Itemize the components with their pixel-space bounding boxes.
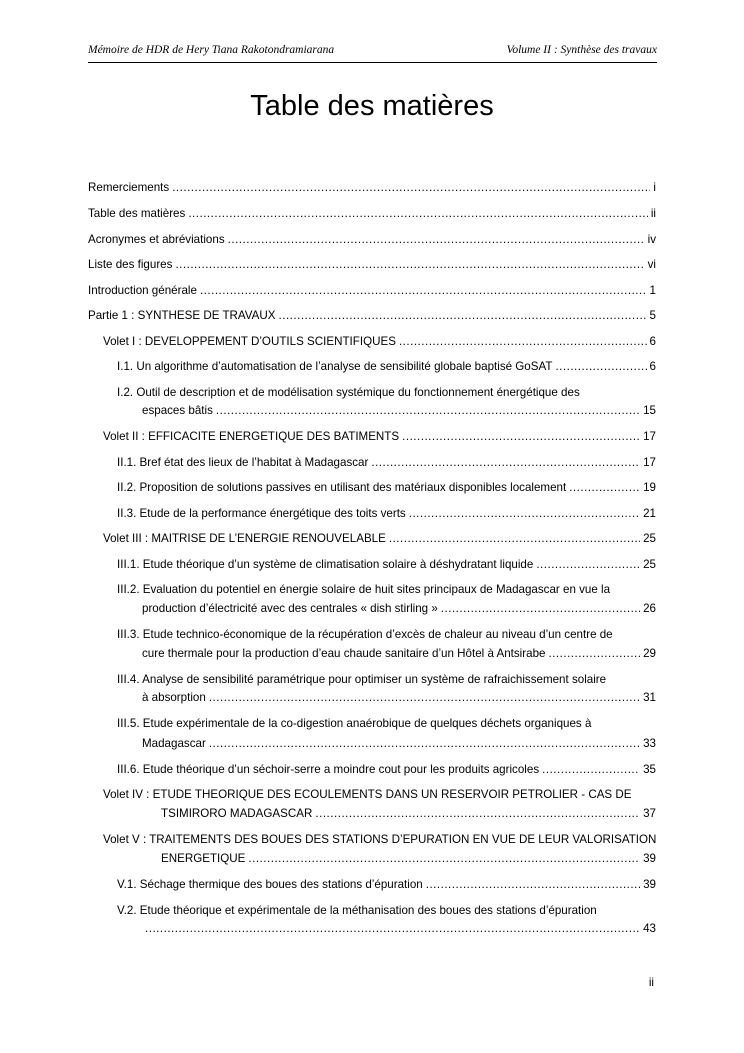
toc-entry-page: 17 [643, 430, 656, 443]
toc-leader [426, 877, 640, 893]
toc-leader [279, 308, 647, 324]
toc-leader [209, 736, 640, 752]
toc-leader [409, 506, 640, 522]
toc-leader [402, 429, 640, 445]
toc-entry-page: vi [647, 258, 656, 271]
toc-entry-title: Volet II : EFFICACITE ENERGETIQUE DES BATIMENTS [103, 430, 400, 443]
page-number: ii [648, 976, 654, 989]
toc-entry[interactable] [117, 762, 656, 778]
toc-leader [399, 334, 647, 350]
toc-entry-title: TSIMIRORO MADAGASCAR [161, 807, 313, 820]
toc-entry-title: III.6. Etude théorique d’un séchoir-serre a moindre cout pour les produits agricoles [117, 763, 540, 776]
toc-leader [200, 283, 647, 299]
toc-leader [542, 762, 640, 778]
toc-leader [209, 690, 640, 706]
toc-entry[interactable] [88, 180, 656, 196]
toc-entry[interactable] [142, 690, 656, 706]
toc-leader [569, 480, 640, 496]
toc-entry-title: Acronymes et abréviations [88, 233, 225, 246]
toc-entry-title: Table des matières [88, 207, 186, 220]
toc-entry-first-line[interactable]: III.3. Etude technico-économique de la récupération d’excès de chaleur au niveau d’un centre de [117, 628, 613, 641]
running-header [88, 44, 657, 60]
toc-entry[interactable] [142, 601, 656, 617]
header-author: Mémoire de HDR de Hery Tiana Rakotondramiarana [88, 44, 335, 56]
toc-entry-page: iv [647, 233, 656, 246]
toc-entry[interactable] [117, 359, 656, 375]
toc-entry-title: à absorption [142, 691, 206, 704]
toc-leader [248, 851, 640, 867]
toc-entry[interactable] [117, 557, 656, 573]
toc-leader [536, 557, 640, 573]
toc-entry-title: Volet I : DEVELOPPEMENT D’OUTILS SCIENTIFIQUES [103, 335, 396, 348]
toc-entry-title: Remerciements [88, 181, 170, 194]
toc-entry-page: 15 [643, 404, 656, 417]
toc-entry-page: 37 [643, 807, 656, 820]
toc-leader [371, 455, 640, 471]
toc-entry-title: espaces bâtis [142, 404, 213, 417]
toc-leader [188, 206, 648, 222]
toc-leader [216, 403, 640, 419]
toc-entry-first-line[interactable]: III.4. Analyse de sensibilité paramétrique pour optimiser un système de rafraichissement solaire [117, 673, 607, 686]
toc-entry[interactable] [88, 206, 656, 222]
toc-entry-title: II.3. Etude de la performance énergétique des toits verts [117, 507, 406, 520]
toc-entry-title: production d’électricité avec des centrales « dish stirling » [142, 602, 438, 615]
toc-entry[interactable] [117, 455, 656, 471]
toc-entry[interactable] [117, 506, 656, 522]
toc-entry-page: 19 [643, 481, 656, 494]
toc-entry-title: ENERGETIQUE [161, 852, 246, 865]
toc-leader [555, 359, 646, 375]
toc-entry[interactable] [142, 646, 656, 662]
toc-leader [175, 257, 644, 273]
toc-entry[interactable] [88, 283, 656, 299]
toc-entry-page: 6 [649, 335, 656, 348]
toc-entry-first-line[interactable]: III.5. Etude expérimentale de la co-digestion anaérobique de quelques déchets organiques à [117, 717, 592, 730]
toc-entry-page: 26 [643, 602, 656, 615]
toc-entry[interactable] [117, 877, 656, 893]
header-volume: Volume II : Synthèse des travaux [506, 44, 657, 56]
page-title: Table des matières [250, 90, 494, 122]
toc-entry-title: Liste des figures [88, 258, 173, 271]
toc-entry-title: Madagascar [142, 737, 206, 750]
toc-entry-page: 5 [649, 309, 656, 322]
toc-entry[interactable] [142, 403, 656, 419]
toc-entry-page: ii [650, 207, 656, 220]
toc-entry-first-line[interactable]: I.2. Outil de description et de modélisation systémique du fonctionnement énergétique des [117, 386, 580, 399]
toc-entry[interactable] [103, 531, 656, 547]
toc-entry-first-line[interactable]: Volet IV : ETUDE THEORIQUE DES ECOULEMENTS DANS UN RESERVOIR PETROLIER - CAS DE [103, 788, 632, 801]
toc-entry-page: 43 [643, 922, 656, 935]
toc-leader [228, 232, 645, 248]
toc-leader [172, 180, 650, 196]
toc-entry[interactable] [161, 806, 656, 822]
toc-entry[interactable] [88, 308, 656, 324]
toc-entry-first-line[interactable]: III.2. Evaluation du potentiel en énergie solaire de huit sites principaux de Madagascar en vue la [117, 583, 611, 596]
toc-leader [548, 646, 640, 662]
toc-entry-page: 6 [649, 360, 656, 373]
toc-entry-page: 21 [643, 507, 656, 520]
toc-entry-page: 39 [643, 852, 656, 865]
header-rule [88, 62, 657, 63]
toc-entry-page: i [653, 181, 656, 194]
toc-entry[interactable] [142, 736, 656, 752]
toc-entry-title: Introduction générale [88, 284, 197, 297]
toc-entry[interactable] [103, 334, 656, 350]
toc-entry-title: I.1. Un algorithme d’automatisation de l’analyse de sensibilité globale baptisé GoSAT [117, 360, 553, 373]
toc-entry-title: Volet III : MAITRISE DE L’ENERGIE RENOUVELABLE [103, 532, 386, 545]
toc-entry-page: 39 [643, 878, 656, 891]
toc-entry[interactable] [88, 257, 656, 273]
toc-entry-page: 33 [643, 737, 656, 750]
toc-leader [389, 531, 640, 547]
toc-entry-first-line[interactable]: Volet V : TRAITEMENTS DES BOUES DES STATIONS D’EPURATION EN VUE DE LEUR VALORISATION [103, 833, 657, 846]
toc-entry-title: II.1. Bref état des lieux de l’habitat à Madagascar [117, 456, 369, 469]
toc-entry-page: 29 [643, 647, 656, 660]
toc-entry[interactable] [142, 921, 656, 937]
toc-entry-title: V.1. Séchage thermique des boues des stations d’épuration [117, 878, 423, 891]
toc-entry[interactable] [161, 851, 656, 867]
toc-entry-page: 25 [643, 558, 656, 571]
toc-entry-page: 31 [643, 691, 656, 704]
toc-entry-title: III.1. Etude théorique d’un système de climatisation solaire à déshydratant liquide [117, 558, 534, 571]
toc-entry-page: 1 [649, 284, 656, 297]
toc-leader [441, 601, 640, 617]
toc-entry-page: 25 [643, 532, 656, 545]
toc-entry-page: 17 [643, 456, 656, 469]
toc-leader [315, 806, 640, 822]
toc-entry-first-line[interactable]: V.2. Etude théorique et expérimentale de la méthanisation des boues des stations d’épuration [117, 904, 597, 917]
toc-entry[interactable] [103, 429, 656, 445]
toc-entry-title: II.2. Proposition de solutions passives en utilisant des matériaux disponibles localement [117, 481, 567, 494]
toc-entry-title: Partie 1 : SYNTHESE DE TRAVAUX [88, 309, 276, 322]
toc-leader [145, 921, 640, 937]
toc-entry-page: 35 [643, 763, 656, 776]
toc-entry[interactable] [117, 480, 656, 496]
toc-entry[interactable] [88, 232, 656, 248]
toc-entry-title: cure thermale pour la production d’eau chaude sanitaire d’un Hôtel à Antsirabe [142, 647, 546, 660]
